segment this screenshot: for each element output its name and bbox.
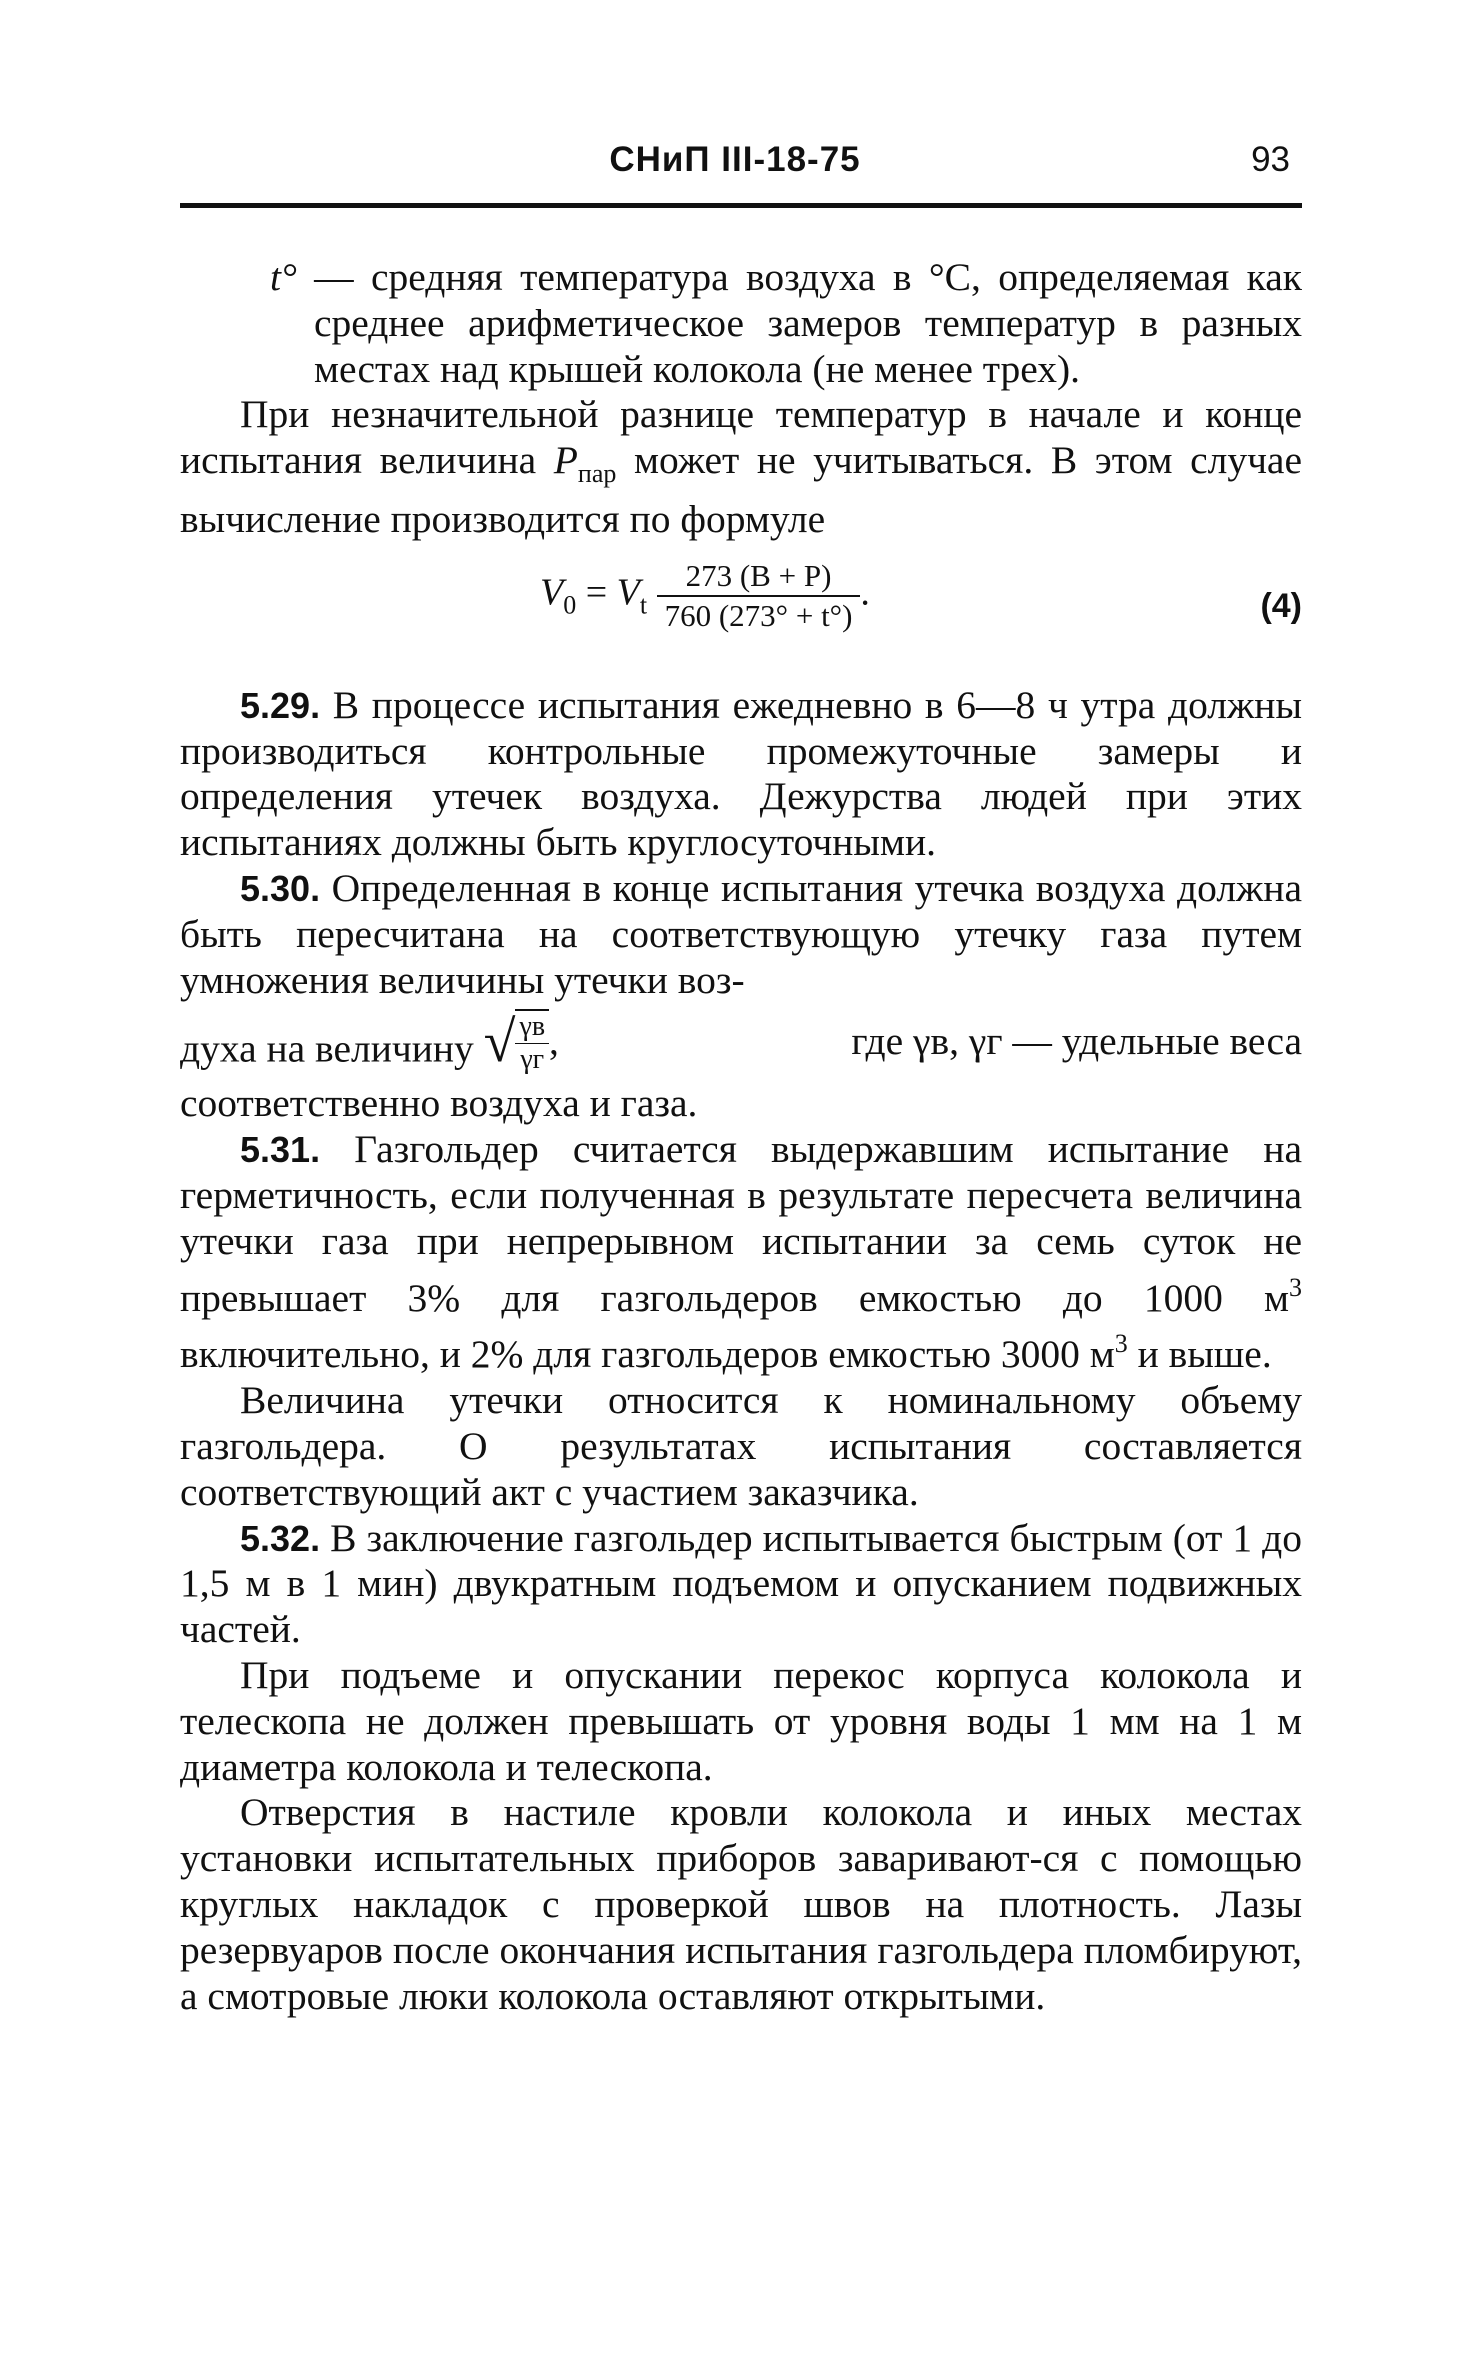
superscript: 3	[1289, 1272, 1302, 1302]
formula-lhs-sub: 0	[563, 590, 577, 620]
formula-fraction	[657, 557, 861, 635]
section-text: В процессе испытания ежедневно в 6—8 ч утра должны производиться контрольные промежуточные замеры и определения утечек воздуха. Дежурства людей при этих испытаниях должны быть круглосуточными.	[180, 682, 1302, 865]
paragraph-small-difference	[180, 392, 1302, 542]
section-number: 5.29.	[240, 684, 321, 726]
subscript-par: пар	[577, 459, 617, 489]
paragraph-skew: При подъеме и опускании перекос корпуса колокола и телескопа не должен превышать от уровня воды 1 мм на 1 м диаметра колокола и телескопа.	[180, 1652, 1302, 1789]
formula-rhs-sub: t	[639, 590, 648, 620]
formula-tail: .	[860, 571, 870, 614]
section-5-31	[180, 1127, 1302, 1378]
formula-equals: =	[576, 571, 617, 614]
page-number: 93	[1251, 140, 1290, 179]
formula-expression	[540, 557, 870, 635]
page-body	[180, 255, 1302, 2019]
definition-text: средняя температура воздуха в °С, определяемая как среднее арифметическое замеров температур в разных местах над крышей колокола (не менее трех).	[314, 255, 1302, 391]
sqrt-denominator: γг	[515, 1043, 549, 1076]
section-5-29	[180, 683, 1302, 866]
section-text: включительно, и 2% для газгольдеров емкостью 3000 м	[180, 1332, 1115, 1377]
paragraph-text: При незначительной разнице температур в начале и конце испытания величина	[180, 392, 1302, 483]
formula-4	[180, 549, 1302, 659]
paragraph-leak: Величина утечки относится к номинальному объему газгольдера. О результатах испытания составляется соответствующий акт с участием заказчика.	[180, 1378, 1302, 1514]
page-header	[180, 140, 1290, 200]
section-text: и выше.	[1127, 1332, 1272, 1377]
paragraph-text: может не учитываться. В этом случае вычисление производится по формуле	[180, 438, 1302, 541]
sqrt-numerator: γв	[519, 1010, 546, 1042]
section-5-32	[180, 1516, 1302, 1653]
section-number: 5.31.	[240, 1129, 321, 1171]
formula-lhs: V	[540, 571, 564, 614]
header-rule	[180, 203, 1302, 208]
section-text: В заключение газгольдер испытывается быстрым (от 1 до 1,5 м в 1 мин) двукратным подъемом и опусканием подвижных частей.	[180, 1515, 1302, 1652]
formula-numerator: 273 (B + P)	[685, 557, 832, 593]
section-number: 5.30.	[240, 867, 321, 909]
superscript: 3	[1114, 1329, 1128, 1359]
sqrt-fraction	[515, 1009, 549, 1076]
formula-rhs: V	[616, 571, 640, 614]
section-text: Газгольдер считается выдержавшим испытание на герметичность, если полученная в результате пересчета величина утечки газа при непрерывном испытании за семь суток не превышает 3% для газгольдеров емкостью до 1000 м	[180, 1127, 1302, 1320]
equation-label: (4)	[1260, 586, 1302, 625]
definition-dash: —	[296, 255, 371, 299]
sqrt-sign: √	[483, 1009, 516, 1075]
sqrt-line-right: где γв, γг — удельные веса	[851, 1019, 1302, 1064]
formula-denominator: 760 (273° + t°)	[657, 595, 861, 635]
definition-symbol: t°	[270, 255, 297, 299]
sqrt-comma: ,	[549, 1019, 559, 1064]
sqrt-line-left-text: духа на величину	[180, 1026, 474, 1071]
document-code: СНиП III-18-75	[609, 140, 861, 179]
section-5-30-last: соответственно воздуха и газа.	[180, 1081, 698, 1126]
paragraph-holes: Отверстия в настиле кровли колокола и иных местах установки испытательных приборов заваривают-ся с помощью круглых накладок с проверкой швов на плотность. Лазы резервуаров после окончания испытания газгольдера пломбируют, а смотровые люки колокола оставляют открытыми.	[180, 1790, 1302, 2018]
symbol-p: P	[553, 438, 578, 483]
section-number: 5.32.	[240, 1517, 321, 1559]
section-5-30	[180, 866, 1302, 1003]
section-text: Определенная в конце испытания утечка воздуха должна быть пересчитана на соответствующую утечку газа путем умножения величины утечки воз-	[180, 865, 1302, 1002]
definition-t	[270, 255, 1302, 392]
sqrt-line-left	[180, 1009, 559, 1076]
sqrt-line	[180, 1003, 1302, 1081]
sqrt-expression	[484, 1009, 559, 1076]
